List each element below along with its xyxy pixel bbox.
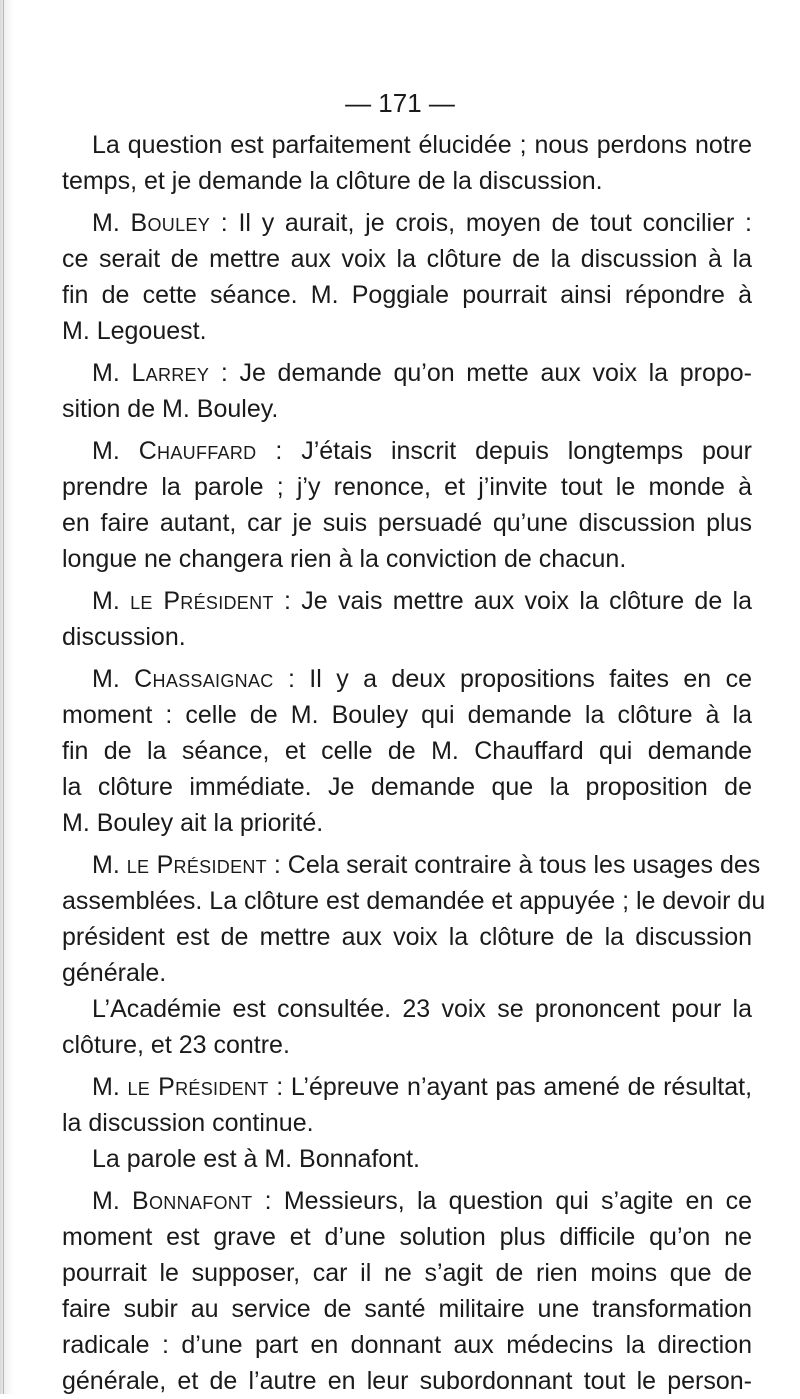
speaker-prefix: M. — [92, 359, 132, 387]
speaker-line — [62, 1183, 752, 1219]
text-line: radicale : d’une part en donnant aux médecins la direction — [62, 1331, 752, 1359]
text-line: ce serait de mettre aux voix la clôture de la discussion à la — [62, 245, 752, 273]
speaker-text: : Il y a deux propositions faites en ce — [273, 665, 752, 693]
text-line: générale, et de l’autre en leur subordonnant tout le person- — [62, 1367, 752, 1395]
text-line: assemblées. La clôture est demandée et appuyée ; le devoir du — [62, 887, 766, 915]
text-line: clôture, et 23 contre. — [62, 1031, 290, 1059]
paragraph-president-1 — [62, 583, 752, 655]
paragraph-chassaignac — [62, 661, 752, 841]
text-line: La question est parfaitement élucidée ; nous perdons notre — [92, 131, 752, 159]
text-line: moment est grave et d’une solution plus difficile qu’on ne — [62, 1223, 752, 1251]
page-body — [62, 127, 766, 1399]
paragraph-chauffard — [62, 433, 752, 577]
page-binding-edge — [0, 0, 14, 1394]
paragraph-floor-given — [62, 1141, 752, 1177]
paragraph-president-3 — [62, 1069, 752, 1141]
speaker-name: le Président — [130, 587, 274, 615]
text-line: longue ne changera rien à la conviction de chacun. — [62, 545, 627, 573]
paragraph-president-2 — [62, 847, 766, 991]
speaker-text: : Je demande qu’on mette aux voix la propo- — [209, 359, 753, 387]
text-line: générale. — [62, 959, 167, 987]
text-line: fin de la séance, et celle de M. Chauffard qui demande — [62, 737, 752, 765]
text-line: président est de mettre aux voix la clôture de la discussion — [62, 923, 752, 951]
speaker-line — [62, 205, 752, 241]
speaker-line — [62, 847, 761, 883]
speaker-prefix: M. — [92, 665, 135, 693]
speaker-line — [62, 355, 752, 391]
paragraph-larrey — [62, 355, 752, 427]
text-line: temps, et je demande la clôture de la discussion. — [62, 167, 603, 195]
speaker-name: le Président — [127, 1073, 269, 1101]
paragraph-vote — [62, 991, 752, 1063]
speaker-text: : L’épreuve n’ayant pas amené de résultat, — [268, 1073, 753, 1101]
text-line: la clôture immédiate. Je demande que la proposition de — [62, 773, 752, 801]
speaker-line — [62, 583, 752, 619]
speaker-text: : Il y aurait, je crois, moyen de tout concilier : — [210, 209, 752, 237]
text-line: prendre la parole ; j’y renonce, et j’invite tout le monde à — [62, 473, 752, 501]
paragraph-bonnafont — [62, 1183, 752, 1399]
text-line: la discussion continue. — [62, 1109, 314, 1137]
speaker-name: Bouley — [130, 209, 211, 237]
text-line: La parole est à M. Bonnafont. — [92, 1145, 420, 1173]
speaker-text: : Messieurs, la question qui s’agite en ce — [252, 1187, 752, 1215]
text-line: pourrait le supposer, car il ne s’agit de rien moins que de — [62, 1259, 752, 1287]
speaker-line — [62, 661, 752, 697]
paragraph-closing-request — [62, 127, 752, 199]
speaker-name: le Président — [126, 851, 267, 879]
page-binding-line — [3, 0, 4, 1394]
speaker-prefix: M. — [92, 437, 139, 465]
speaker-prefix: M. — [92, 851, 127, 879]
text-line: faire subir au service de santé militaire une transformation — [62, 1295, 752, 1323]
speaker-text: : J’étais inscrit depuis longtemps pour — [256, 437, 753, 465]
speaker-name: Chassaignac — [134, 665, 274, 693]
text-line: moment : celle de M. Bouley qui demande la clôture à la — [62, 701, 752, 729]
text-line: sition de M. Bouley. — [62, 395, 279, 423]
speaker-prefix: M. — [92, 1073, 128, 1101]
speaker-prefix: M. — [92, 587, 131, 615]
speaker-name: Bonnafont — [132, 1187, 253, 1215]
text-line: L’Académie est consultée. 23 voix se prononcent pour la — [92, 995, 752, 1023]
text-line: M. Legouest. — [62, 317, 207, 345]
speaker-prefix: M. — [92, 1187, 133, 1215]
speaker-line — [62, 1069, 752, 1105]
speaker-prefix: M. — [92, 209, 131, 237]
speaker-line — [62, 433, 752, 469]
speaker-text: : Je vais mettre aux voix la clôture de la — [273, 587, 753, 615]
text-line: fin de cette séance. M. Poggiale pourrait ainsi répondre à — [62, 281, 752, 309]
text-line: en faire autant, car je suis persuadé qu’une discussion plus — [62, 509, 752, 537]
speaker-text: : Cela serait contraire à tous les usages des — [266, 851, 761, 879]
page-number: — 171 — — [345, 88, 455, 118]
speaker-name: Larrey — [131, 359, 210, 387]
paragraph-bouley — [62, 205, 752, 349]
text-line: M. Bouley ait la priorité. — [62, 809, 324, 837]
speaker-name: Chauffard — [138, 437, 257, 465]
text-line: discussion. — [62, 623, 186, 651]
